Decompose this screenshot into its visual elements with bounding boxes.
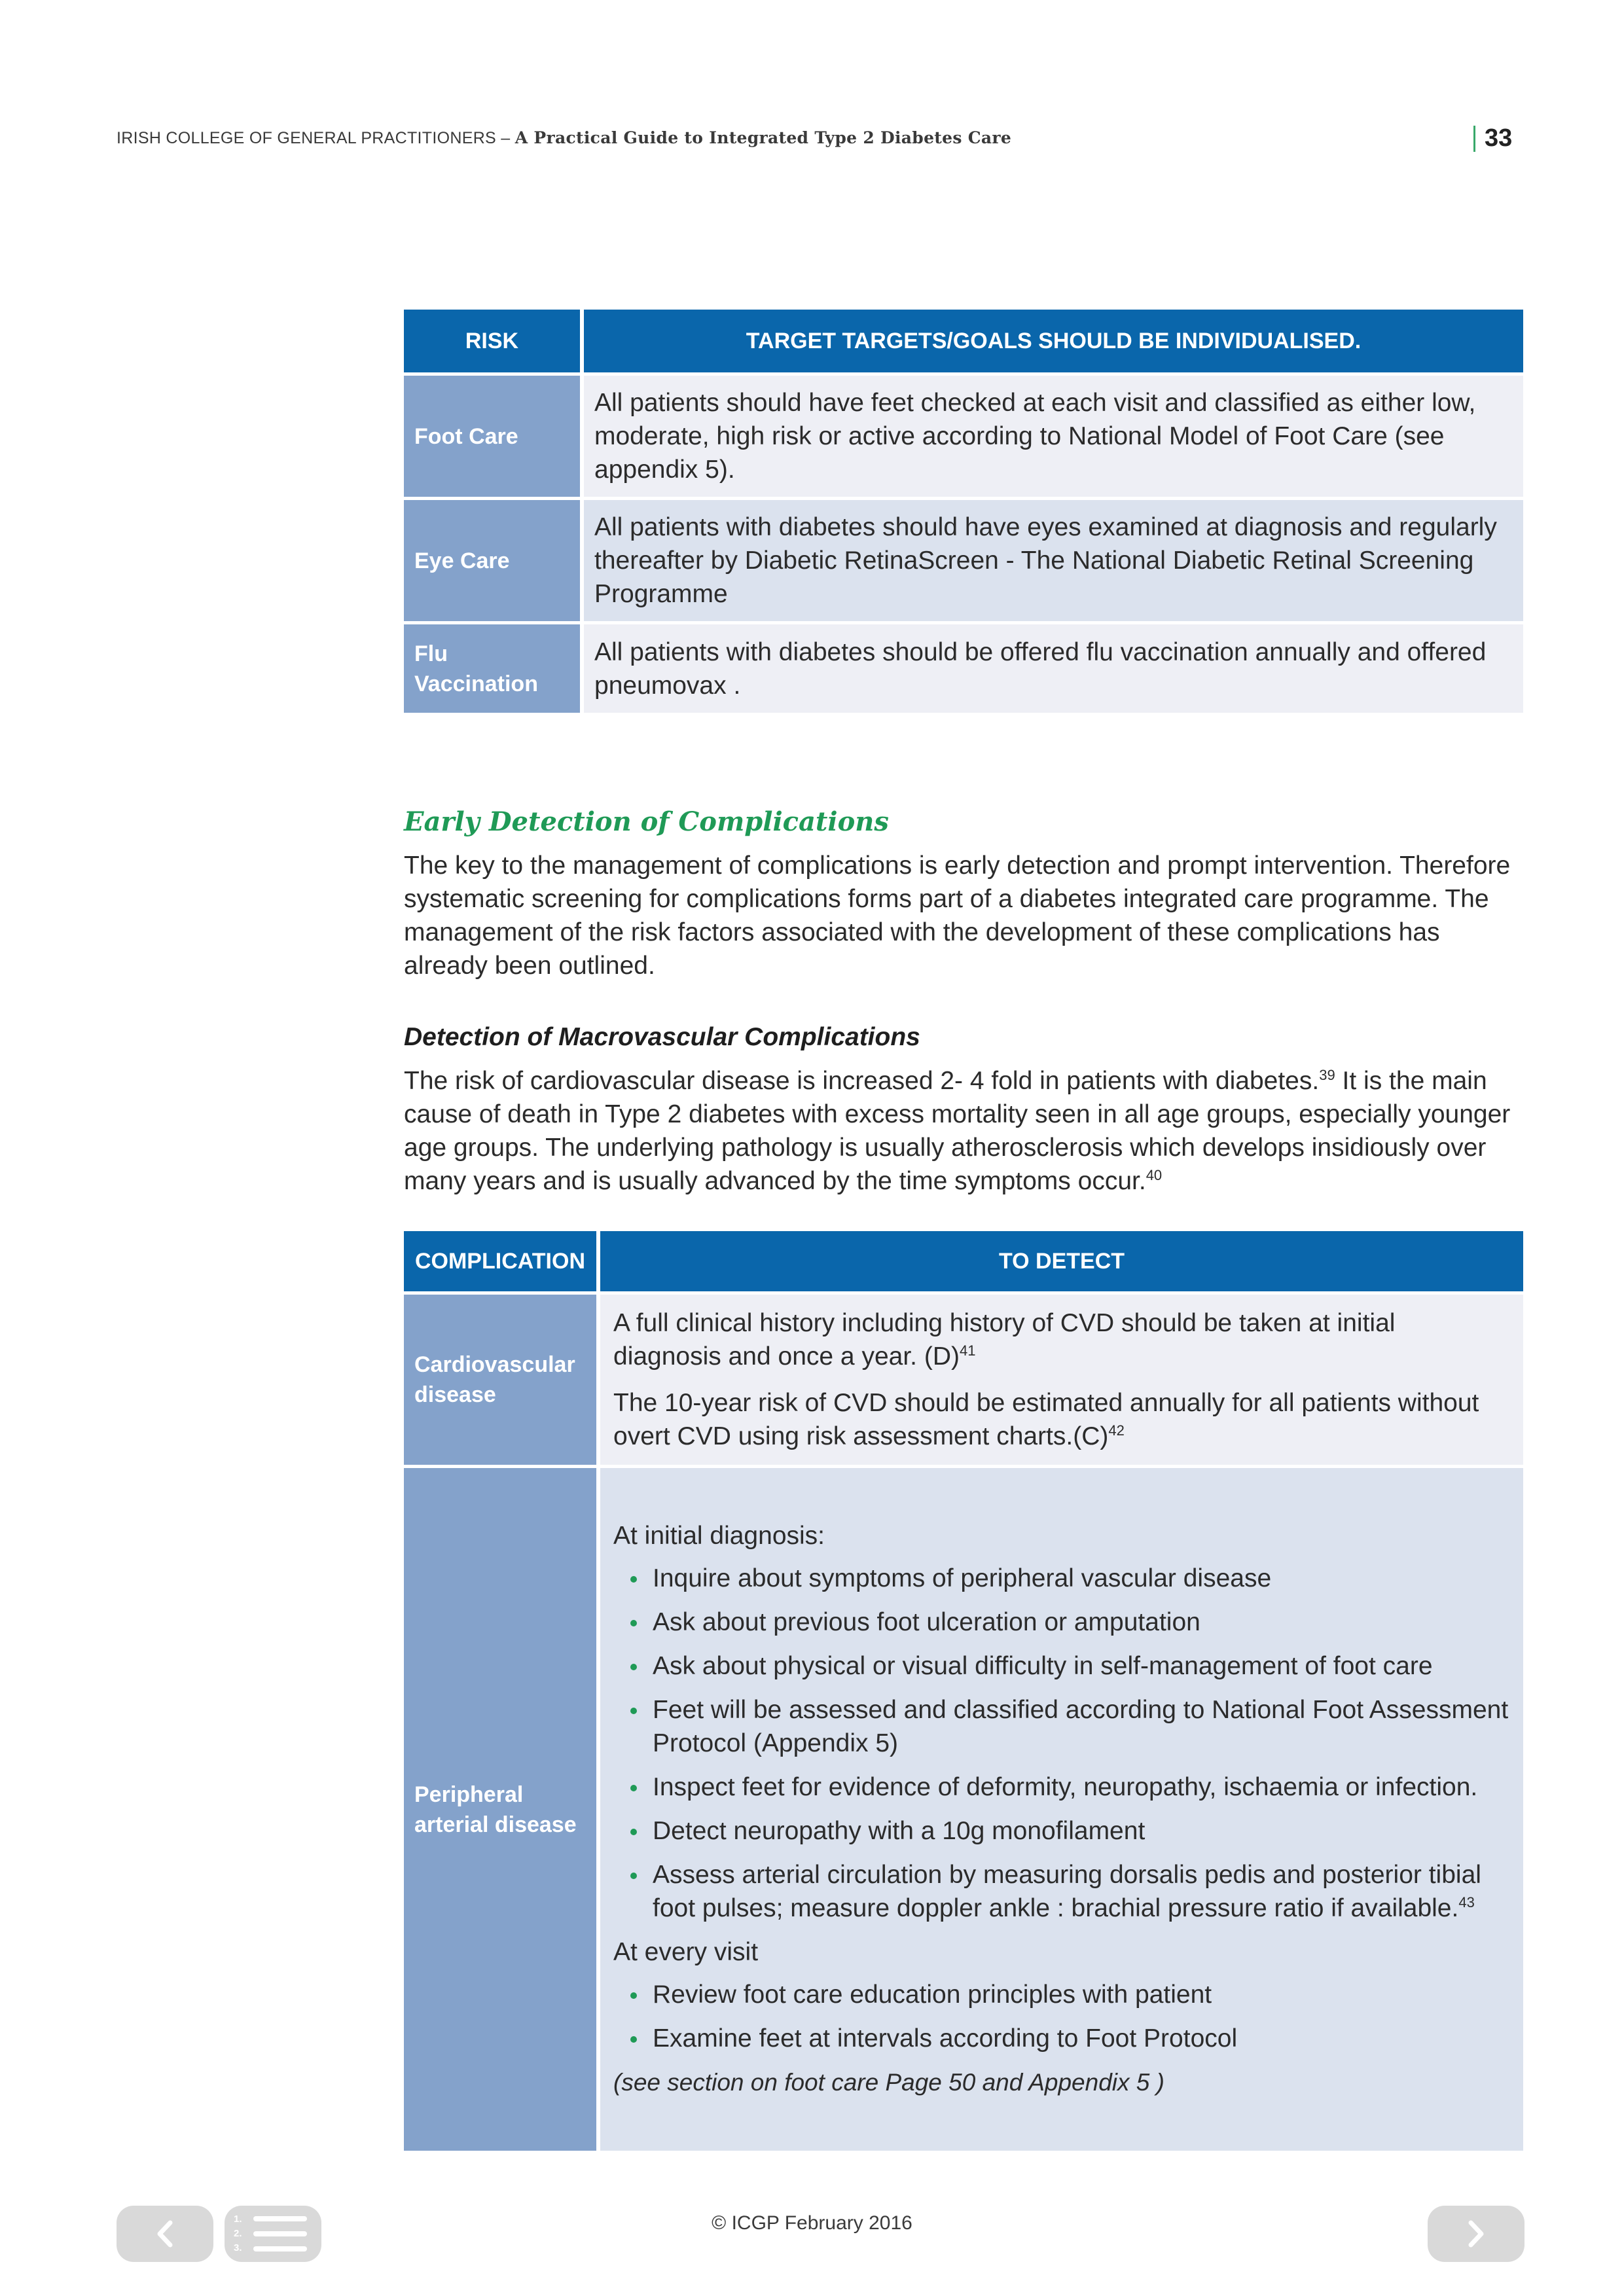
footer-copyright: © ICGP February 2016 [712,2212,912,2234]
risk-target-text: All patients should have feet checked at each visit and classified as either low, moderate, high risk or active according to National Model of Foot Care (see appendix 5). [580,372,1523,497]
reference-marker: 43 [1458,1893,1475,1910]
subsection-title-macrovascular: Detection of Macrovascular Complications [404,1023,920,1051]
table-header-row [404,1231,1523,1291]
section-title-early-detection: Early Detection of Complications [404,806,889,837]
list-item: Feet will be assessed and classified according to National Foot Assessment Protocol (Appendix 5) [613,1693,1510,1760]
foot-care-note: (see section on foot care Page 50 and Appendix 5 ) [613,2068,1164,2096]
menu-number: 1. [234,2214,242,2225]
list-item: Review foot care education principles with patient [613,1978,1510,2011]
col-header-target: TARGET TARGETS/GOALS SHOULD BE INDIVIDUALISED. [580,310,1523,372]
list-item: Inspect feet for evidence of deformity, neuropathy, ischaemia or infection. [613,1770,1510,1804]
initial-diagnosis-list [613,1562,1510,1925]
next-page-button[interactable] [1428,2206,1525,2262]
every-visit-list [613,1978,1510,2055]
macro-text-a: The risk of cardiovascular disease is increased 2- 4 fold in patients with diabetes. [404,1067,1320,1095]
reference-marker: 42 [1108,1422,1125,1439]
cvd-risk-body: The 10-year risk of CVD should be estimated annually for all patients without overt CVD using risk assessment charts.(C) [613,1389,1479,1450]
risk-label: Eye Care [404,497,580,621]
complication-label: Cardiovascular disease [404,1291,596,1465]
complication-label: Peripheral arterial disease [404,1465,596,2151]
cvd-history-body: A full clinical history including history of CVD should be taken at initial diagnosis and once a year. (D) [613,1309,1396,1371]
risk-label: Foot Care [404,372,580,497]
early-detection-paragraph: The key to the management of complications is early detection and prompt intervention. Therefore systematic screening for complications forms part of a diabetes integrated care programme. The management of the risk factors associated with the development of these complications has already been outlined. [404,852,1511,980]
table-row [404,1465,1523,2151]
running-header [117,128,1011,148]
menu-number: 2. [234,2228,242,2239]
list-item-text: Assess arterial circulation by measuring dorsalis pedis and posterior tibial foot pulses; measure doppler ankle : brachial pressure ratio if available. [653,1860,1481,1922]
list-item [613,1858,1510,1925]
table-header-row [404,310,1523,372]
list-item: Ask about previous foot ulceration or amputation [613,1605,1510,1639]
pad-detection-cell [596,1465,1523,2151]
cvd-risk-text [613,1386,1510,1453]
risk-target-text: All patients with diabetes should have eyes examined at diagnosis and regularly thereafter by Diabetic RetinaScreen - The National Diabetic Retinal Screening Programme [580,497,1523,621]
col-header-risk: RISK [404,310,580,372]
cvd-detection-cell [596,1291,1523,1465]
table-row [404,497,1523,621]
reference-marker: 40 [1146,1167,1163,1183]
page-number-rule [1473,126,1475,152]
reference-marker: 39 [1319,1067,1335,1083]
reference-marker: 41 [959,1342,976,1359]
complication-table [404,1231,1523,2151]
macrovascular-paragraph [404,1064,1530,1198]
macro-text-b: It is the main cause of death in Type 2 diabetes with excess mortality seen in all age groups, especially younger age groups. The underlying pathology is usually atherosclerosis which develops insidiously over many years and is usually advanced by the time symptoms occur. [404,1067,1511,1195]
list-item: Examine feet at intervals according to Foot Protocol [613,2022,1510,2055]
list-item: Detect neuropathy with a 10g monofilament [613,1814,1510,1848]
page-number: 33 [1485,124,1513,152]
list-item: Ask about physical or visual difficulty in self-management of foot care [613,1649,1510,1683]
initial-diagnosis-heading: At initial diagnosis: [613,1521,825,1550]
header-org: IRISH COLLEGE OF GENERAL PRACTITIONERS – [117,129,511,147]
risk-target-table [404,310,1523,713]
list-item: Inquire about symptoms of peripheral vascular disease [613,1562,1510,1595]
table-row [404,372,1523,497]
chevron-right-icon [1463,2217,1489,2250]
col-header-to-detect: TO DETECT [596,1231,1523,1291]
header-guide-title: A Practical Guide to Integrated Type 2 Diabetes Care [514,128,1012,147]
risk-target-text: All patients with diabetes should be offered flu vaccination annually and offered pneumovax . [580,621,1523,713]
cvd-history-text [613,1306,1510,1373]
table-row [404,621,1523,713]
col-header-complication: COMPLICATION [404,1231,596,1291]
table-row [404,1291,1523,1465]
menu-number: 3. [234,2242,242,2253]
risk-label: Flu Vaccination [404,621,580,713]
every-visit-heading: At every visit [613,1937,759,1966]
